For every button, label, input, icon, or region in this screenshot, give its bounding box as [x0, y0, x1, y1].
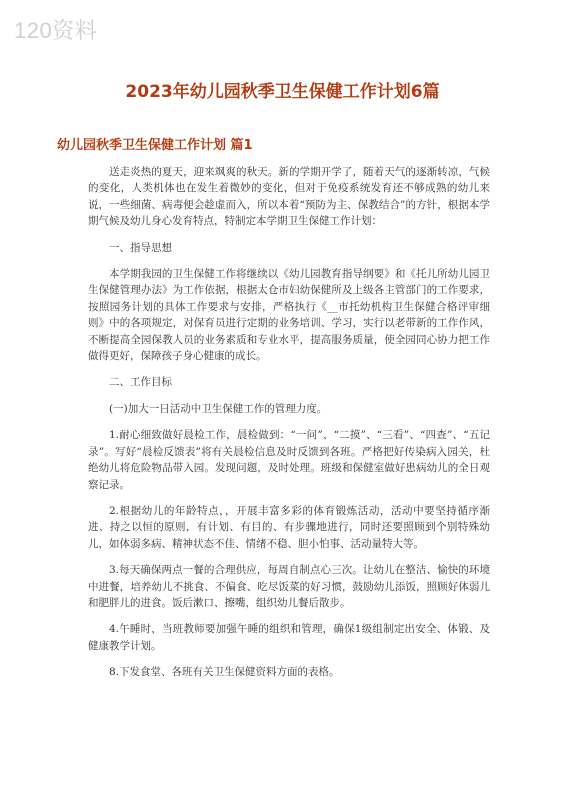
- subheading-management: (一)加大一日活动中卫生保健工作的管理力度。: [109, 402, 328, 415]
- item-physical-exercise: 2.根据幼儿的年龄特点，，开展丰富多彩的体育锻炼活动，活动中要坚持循序渐进、持之以恒的原则，有计划、有目的、有步骤地进行，同时还要照顾到个别特殊幼儿，如体弱多病、精神状态不佳、情绪不稳、胆小怕事、活动量特大等。: [88, 504, 490, 550]
- heading-guiding-ideology: 一、指导思想: [109, 241, 172, 254]
- item-forms: 8.下发食堂、各班有关卫生保健资料方面的表格。: [109, 666, 340, 679]
- heading-work-goals: 二、工作目标: [109, 376, 172, 389]
- section-title: 幼儿园秋季卫生保健工作计划 篇1: [57, 138, 253, 153]
- item-nap: 4.午睡时，当班教师要加强午睡的组织和管理，确保1级组制定出安全、体锻、及健康教学计划。: [88, 623, 490, 652]
- intro-paragraph: 送走炎热的夏天，迎来飒爽的秋天。新的学期开学了，随着天气的逐渐转凉，气候的变化，人类机体也在发生着微妙的变化，但对于免疫系统发育还不够成熟的幼儿来说，一些细菌、病毒便会趁虚而入，所以本着“预防为主、保教结合”的方针，根据本学期气候及幼儿身心发育特点，特制定本学期卫生保健工作计划：: [88, 166, 490, 228]
- document-title: 2023年幼儿园秋季卫生保健工作计划6篇: [125, 82, 440, 102]
- item-meals: 3.每天确保两点一餐的合理供应，每周自制点心三次。让幼儿在整洁、愉快的环境中进餐，培养幼儿不挑食、不偏食、吃尽饭菜的好习惯，鼓励幼儿添饭，照顾好体弱儿和肥胖儿的进食。饭后漱口、擦嘴，组织幼儿餐后散步。: [88, 564, 490, 609]
- item-morning-check: 1.耐心细致做好晨检工作，晨检做到：“一问”、“二摸”、“三看”、“四查”、“五记录”。写好“晨检反馈表”将有关晨检信息及时反馈到各班。严格把好传染病入园关，杜绝幼儿将危险物品带入园。发现问题，及时处理。班级和保健室做好患病幼儿的全日观察记录。: [88, 429, 490, 491]
- guiding-ideology-paragraph: 本学期我园的卫生保健工作将继续以《幼儿园教育指导纲要》和《托儿所幼儿园卫生保健管理办法》为工作依据，根据太仓市妇幼保健所及上级各主管部门的工作要求，按照园务计划的具体工作要求与安排，严格执行《__市托幼机构卫生保健合格评审细则》中的各项规定，对保育员进行定期的业务培训、学习，实行以老带新的工作作风，不断提高全园保教人员的业务素质和专业水平，提高服务质量，使全园同心协力把工作做得更好，保障孩子身心健康的成长。: [88, 268, 490, 363]
- watermark-logo: 120资料: [14, 18, 98, 43]
- document-body: [88, 164, 490, 691]
